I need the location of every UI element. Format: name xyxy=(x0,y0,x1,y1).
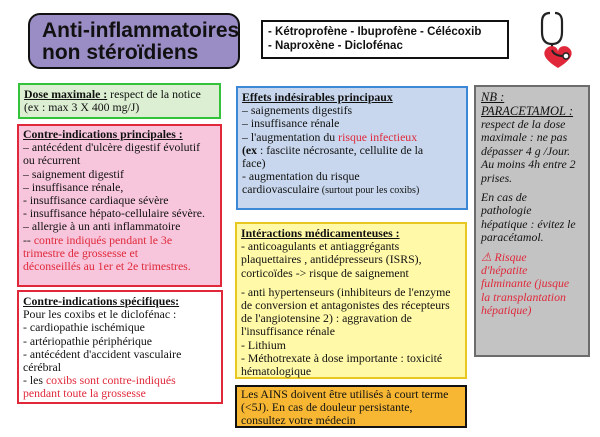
coxib-note: (surtout pour les coxibs) xyxy=(319,185,420,197)
list-item: plaquettaires , antidépresseurs (ISRS), xyxy=(241,252,422,267)
nb-line: pathologie xyxy=(481,203,532,218)
specific-heading: Contre-indications spécifiques: xyxy=(23,294,180,308)
list-item: de l'angiotensine 2) : aggravation de xyxy=(241,311,412,326)
nb-label: NB : xyxy=(481,90,505,104)
interactions-heading: Intéractions médicamenteuses : xyxy=(241,226,400,240)
list-item: – saignement digestif xyxy=(23,166,124,181)
example-text: : fasciite nécrosante, cellulite de la xyxy=(257,142,424,157)
paracetamol-heading: PARACETAMOL : xyxy=(481,104,574,118)
list-item: – l'augmentation du xyxy=(242,129,339,144)
drug-list-line-2: - Naproxène - Diclofénac xyxy=(268,40,403,52)
list-item: - antécédent d'accident vasculaire xyxy=(23,346,182,361)
list-item: - cardiopathie ischémique xyxy=(23,320,145,335)
nb-line: hépatique : évitez le xyxy=(481,216,576,231)
dose-box xyxy=(18,83,221,119)
list-item: – insuffisance rénale xyxy=(242,116,340,131)
effets-indesirables-box xyxy=(236,86,468,210)
page-title xyxy=(28,13,240,69)
nb-line: paracétamol. xyxy=(481,230,544,245)
list-item: - anti hypertenseurs (inhibiteurs de l'enzyme xyxy=(241,284,451,299)
infection-risk: risque infectieux xyxy=(338,129,418,144)
nb-line: En cas de xyxy=(481,190,527,205)
list-item: - Lithium xyxy=(241,337,286,352)
list-item: l'insuffisance rénale xyxy=(241,324,335,339)
example-label: (ex xyxy=(242,142,258,157)
list-item: hématologique xyxy=(241,364,312,379)
list-item: - anticoagulants et antiaggrégants xyxy=(241,239,400,254)
contre-indications-box xyxy=(17,124,222,287)
paracetamol-box xyxy=(474,85,590,357)
warning-icon: ⚠ xyxy=(481,249,492,264)
note-line: (<5J). En cas de douleur persistante, xyxy=(241,400,413,415)
specific-intro: Pour les coxibs et le diclofénac : xyxy=(23,307,177,322)
interactions-box xyxy=(235,222,467,379)
list-item: - insuffisance cardiaque sévère xyxy=(23,193,169,208)
title-line-2: non stéroïdiens xyxy=(42,41,199,64)
list-item: cardiovasculaire xyxy=(242,182,320,197)
nb-line: maximale : ne pas xyxy=(481,130,568,145)
list-item: corticoïdes -> risque de saignement xyxy=(241,265,409,280)
list-item-prefix: -- xyxy=(23,232,34,247)
list-item: – insuffisance rénale, xyxy=(23,179,124,194)
note-line: consultez votre médecin xyxy=(241,413,356,428)
contre-indications-heading: Contre-indications principales : xyxy=(23,127,183,141)
drug-list xyxy=(261,20,509,59)
list-item: – allergie à un anti inflammatoire xyxy=(23,219,181,234)
hepatitis-warning: hépatique) xyxy=(481,303,532,318)
list-item: de conversion et antagonistes des récepteurs xyxy=(241,298,450,313)
dose-label: Dose maximale : xyxy=(24,87,108,101)
list-item: - augmentation du risque xyxy=(242,169,360,184)
nb-line: Au moins 4h entre 2 xyxy=(481,157,576,172)
dose-text: respect de la notice xyxy=(107,87,201,101)
nb-line: respect de la dose xyxy=(481,117,566,131)
hepatitis-warning: Risque xyxy=(494,249,527,264)
list-item: – saignements digestifs xyxy=(242,103,353,118)
list-item: ou récurrent xyxy=(23,153,81,168)
hepatitis-warning: d'hépatite xyxy=(481,263,528,278)
nb-line: dépasser 4 g /Jour. xyxy=(481,143,571,158)
hepatitis-warning: la transplantation xyxy=(481,289,566,304)
list-item: - Méthotrexate à dose importante : toxicité xyxy=(241,350,443,365)
list-item-prefix: - les xyxy=(23,373,46,388)
list-item: cérébral xyxy=(23,360,61,375)
note-line: Les AINS doivent être utilisés à court terme xyxy=(241,387,449,401)
pregnancy-warning: trimestre de grossesse et xyxy=(23,245,138,260)
example-text: face) xyxy=(242,156,266,171)
hepatitis-warning: fulminante (jusque xyxy=(481,276,570,291)
pregnancy-warning: contre indiqués pendant le 3e xyxy=(33,232,173,247)
drug-list-line-1: - Kétroprofène - Ibuprofène - Célécoxib xyxy=(268,26,482,38)
usage-note-box xyxy=(235,385,467,428)
nb-line: prises. xyxy=(481,170,513,185)
list-item: - artériopathie périphérique xyxy=(23,333,153,348)
list-item: – antécédent d'ulcère digestif évolutif xyxy=(23,140,201,155)
effets-heading: Effets indésirables principaux xyxy=(242,90,393,104)
pregnancy-warning: déconseillés au 1er et 2e trimestres. xyxy=(23,259,191,274)
dose-example: (ex : max 3 X 400 mg/J) xyxy=(24,100,140,115)
title-line-1: Anti-inflammatoires xyxy=(42,19,240,42)
contre-indications-specifiques-box xyxy=(17,290,223,404)
coxib-warning: pendant toute la grossesse xyxy=(23,386,146,401)
coxib-warning: coxibs sont contre-indiqués xyxy=(45,373,176,388)
list-item: - insuffisance hépato-cellulaire sévère. xyxy=(23,206,205,221)
stethoscope-heart-icon xyxy=(528,10,588,72)
